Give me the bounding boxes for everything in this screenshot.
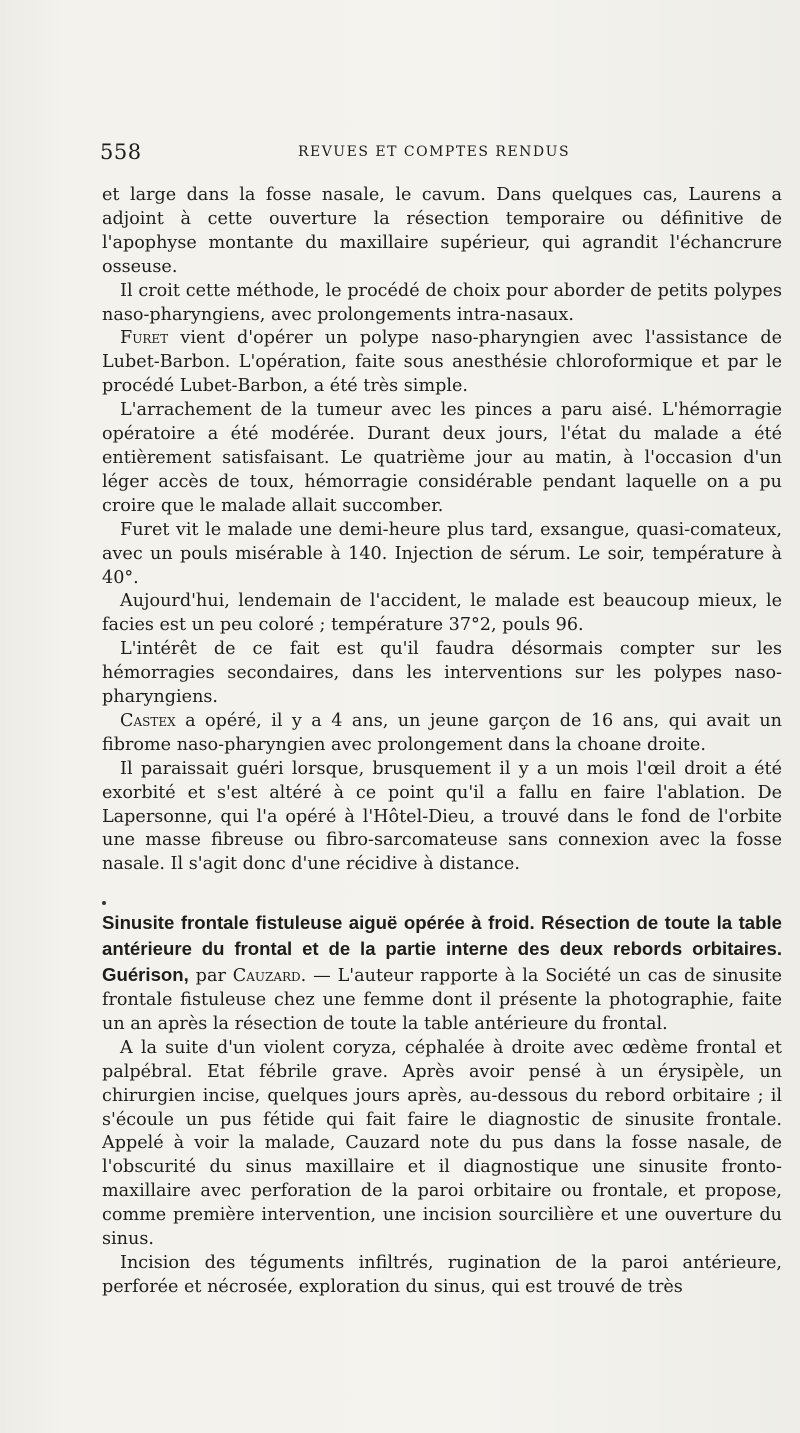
author-name: Cauzard: [232, 966, 301, 987]
author-name: Castex: [120, 710, 176, 731]
section-heading: Sinusite frontale fistuleuse aiguë opérée à froid. Résection de toute la table antérieure du frontal et de la partie interne des deux rebords orbitaires. Guérison,: [102, 912, 782, 986]
separator-dot: [102, 901, 106, 905]
page-header: [100, 140, 768, 170]
page-number: 558: [100, 140, 142, 164]
article-body: [102, 184, 782, 1300]
section-separator: [102, 877, 782, 911]
byline-prefix: par: [188, 966, 233, 987]
paragraph: L'arrachement de la tumeur avec les pinces a paru aisé. L'hémorragie opératoire a été modérée. Durant deux jours, l'état du malade a été entièrement satisfaisant. Le quatrième jour au matin, à l'occasion d'un léger accès de toux, hémorragie considérable pendant laquelle on a pu croire que le malade allait succomber.: [102, 400, 782, 516]
paragraph: Furet vit le malade une demi-heure plus tard, exsangue, quasi-comateux, avec un pouls misérable à 140. Injection de sérum. Le soir, température à 40°.: [102, 519, 782, 588]
author-name: Furet: [120, 328, 169, 349]
paragraph: Incision des téguments infiltrés, rugination de la paroi antérieure, perforée et nécrosée, exploration du sinus, qui est trouvé de très: [102, 1252, 782, 1297]
paragraph-text: . — L'auteur rapporte à la Société un cas de sinusite frontale fistuleuse chez une femme dont il présente la photographie, faite un an après la résection de toute la table antérieure du frontal.: [102, 966, 782, 1034]
paragraph-text: a opéré, il y a 4 ans, un jeune garçon de 16 ans, qui avait un fibrome naso-pharyngien avec prolongement dans la choane droite.: [102, 710, 782, 755]
paragraph: Il croit cette méthode, le procédé de choix pour aborder de petits polypes naso-pharyngiens, avec prolongements intra-nasaux.: [102, 280, 782, 325]
paragraph: Aujourd'hui, lendemain de l'accident, le malade est beaucoup mieux, le facies est un peu coloré ; température 37°2, pouls 96.: [102, 591, 782, 636]
running-head: REVUES ET COMPTES RENDUS: [297, 144, 571, 160]
paragraph: A la suite d'un violent coryza, céphalée à droite avec œdème frontal et palpébral. Etat fébrile grave. Après avoir pensé à un érysipèle, un chirurgien incise, quelques jours après, au-dessous du rebord orbitaire ; il s'écoule un pus fétide qui fait faire le diagnostic de sinusite frontale. Appelé à voir la malade, Cauzard note du pus dans la fosse nasale, de l'obscurité du sinus maxillaire et il diagnostique une sinusite fronto-maxillaire avec perforation de la paroi orbitaire ou frontale, et propose, comme première intervention, une incision sourcilière et une ouverture du sinus.: [102, 1037, 782, 1250]
paragraph: Il paraissait guéri lorsque, brusquement il y a un mois l'œil droit a été exorbité et s'est altéré à ce point qu'il a fallu en faire l'ablation. De Lapersonne, qui l'a opéré à l'Hôtel-Dieu, a trouvé dans le fond de l'orbite une masse fibreuse ou fibro-sarcomateuse sans connexion avec la fosse nasale. Il s'agit donc d'une récidive à distance.: [102, 758, 782, 875]
paragraph: et large dans la fosse nasale, le cavum. Dans quelques cas, Laurens a adjoint à cette ouverture la résection temporaire ou définitive de l'apophyse montante du maxillaire supérieur, qui agrandit l'échancrure osseuse.: [102, 185, 782, 277]
paragraph: [102, 327, 782, 399]
section-lead-paragraph: [102, 911, 782, 1037]
paragraph: L'intérêt de ce fait est qu'il faudra désormais compter sur les hémorragies secondaires, dans les interventions sur les polypes naso-pharyngiens.: [102, 639, 782, 708]
paragraph: [102, 710, 782, 758]
paragraph-text: vient d'opérer un polype naso-pharyngien avec l'assistance de Lubet-Barbon. L'opération, faite sous anesthésie chloroformique et par le procédé Lubet-Barbon, a été très simple.: [102, 328, 782, 397]
